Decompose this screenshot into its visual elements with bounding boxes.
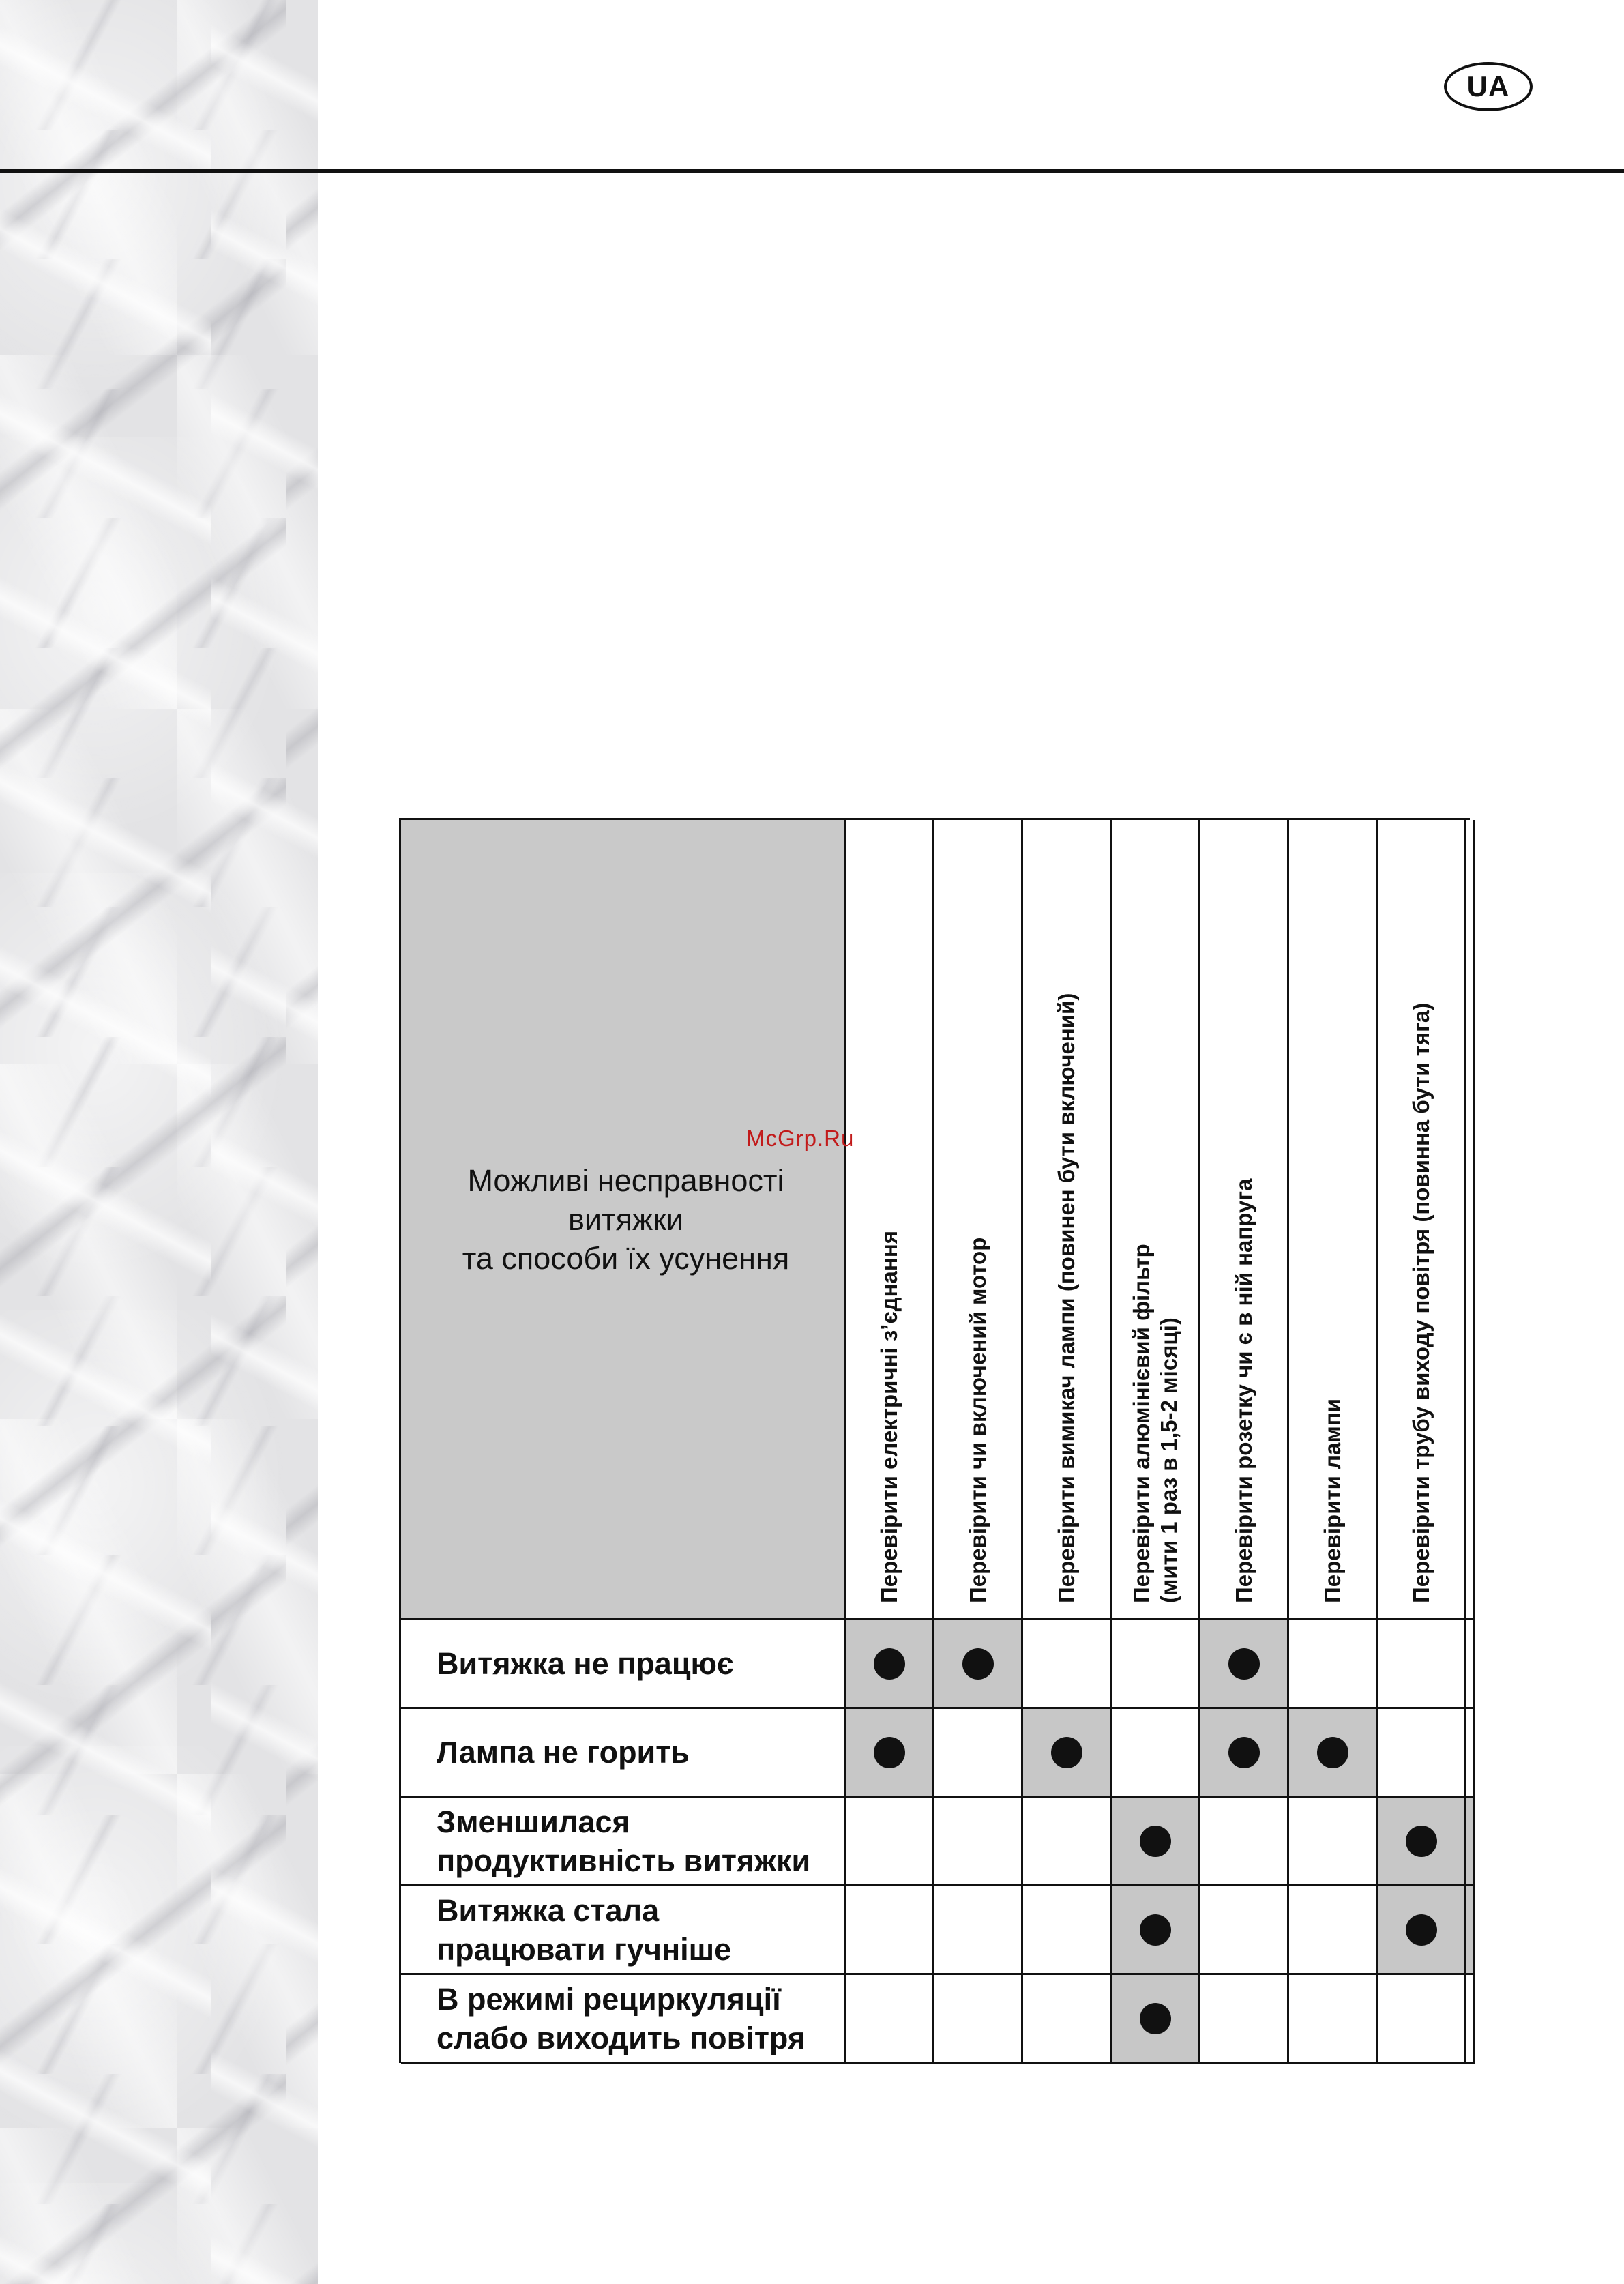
table-cell [1378, 1798, 1466, 1886]
check-dot-icon [1406, 1826, 1437, 1857]
column-header-overflow [1466, 820, 1475, 1620]
language-badge: UA [1444, 62, 1533, 111]
table-cell [934, 1975, 1023, 2064]
check-dot-icon [1228, 1737, 1260, 1768]
column-header-7 [1378, 820, 1466, 1620]
table-cell [1200, 1709, 1289, 1798]
column-header-1 [846, 820, 934, 1620]
table-cell-overflow [1466, 1798, 1475, 1886]
header-rule [0, 169, 1624, 173]
table-cell [846, 1886, 934, 1975]
table-cell [1289, 1798, 1378, 1886]
table-cell [934, 1620, 1023, 1709]
check-dot-icon [1140, 1914, 1171, 1946]
table-cell [1200, 1620, 1289, 1709]
check-dot-icon [1051, 1737, 1082, 1768]
table-cell [846, 1975, 934, 2064]
table-cell [1378, 1709, 1466, 1798]
row-label-cell [401, 1620, 846, 1709]
table-cell [1378, 1975, 1466, 2064]
table-title-cell [401, 820, 846, 1620]
column-header-5 [1200, 820, 1289, 1620]
table-cell [1023, 1798, 1112, 1886]
table-cell [1378, 1886, 1466, 1975]
check-dot-icon [1140, 1826, 1171, 1857]
table-cell-overflow [1466, 1975, 1475, 2064]
row-label: Зменшилася продуктивність витяжки [437, 1804, 811, 1878]
table-cell [934, 1798, 1023, 1886]
table-cell-overflow [1466, 1709, 1475, 1798]
table-cell [846, 1709, 934, 1798]
column-header-label: Перевірити чи включений мотор [964, 1237, 990, 1603]
table-cell [846, 1798, 934, 1886]
row-label-cell [401, 1709, 846, 1798]
column-header-3 [1023, 820, 1112, 1620]
table-cell [1289, 1975, 1378, 2064]
check-dot-icon [1317, 1737, 1348, 1768]
table-cell [1023, 1620, 1112, 1709]
check-dot-icon [874, 1648, 905, 1680]
column-header-4 [1112, 820, 1200, 1620]
row-label: Витяжка стала працювати гучніше [437, 1892, 732, 1967]
table-cell [846, 1620, 934, 1709]
check-dot-icon [962, 1648, 994, 1680]
row-label: В режимі рециркуляції слабо виходить повітря [437, 1981, 806, 2055]
marble-sidebar-decoration [0, 0, 318, 2284]
column-header-6 [1289, 820, 1378, 1620]
table-cell [1112, 1798, 1200, 1886]
column-header-label: Перевірити електричні з’єднання [876, 1230, 902, 1603]
table-cell [1378, 1620, 1466, 1709]
table-cell [1112, 1709, 1200, 1798]
row-label-cell [401, 1798, 846, 1886]
table-cell [1023, 1886, 1112, 1975]
table-cell [1023, 1709, 1112, 1798]
check-dot-icon [1140, 2003, 1171, 2034]
table-cell [1289, 1620, 1378, 1709]
column-header-label: Перевірити розетку чи є в ній напруга [1230, 1178, 1256, 1603]
column-header-label: Перевірити алюмінієвий фільтр (мити 1 раз в 1,5-2 місяці) [1128, 1244, 1181, 1603]
table-cell [1200, 1798, 1289, 1886]
table-cell [1023, 1975, 1112, 2064]
table-cell-overflow [1466, 1620, 1475, 1709]
row-label: Лампа не горить [437, 1735, 690, 1770]
table-cell [1112, 1975, 1200, 2064]
column-header-2 [934, 820, 1023, 1620]
table-cell [934, 1709, 1023, 1798]
table-cell [934, 1886, 1023, 1975]
table-cell [1200, 1975, 1289, 2064]
column-header-label: Перевірити лампи [1319, 1398, 1345, 1603]
column-header-label: Перевірити вимикач лампи (повинен бути включений) [1053, 993, 1079, 1603]
table-cell [1112, 1620, 1200, 1709]
column-header-label: Перевірити трубу виходу повітря (повинна бути тяга) [1408, 1002, 1434, 1603]
check-dot-icon [1228, 1648, 1260, 1680]
troubleshooting-table [399, 818, 1470, 2063]
watermark: McGrp.Ru [746, 1126, 855, 1151]
row-label: Витяжка не працює [437, 1646, 734, 1681]
table-title: Можливі несправності витяжки та способи їх усунення [462, 1162, 790, 1276]
table-cell [1200, 1886, 1289, 1975]
check-dot-icon [1406, 1914, 1437, 1946]
table-cell-overflow [1466, 1886, 1475, 1975]
row-label-cell [401, 1975, 846, 2064]
check-dot-icon [874, 1737, 905, 1768]
table-cell [1112, 1886, 1200, 1975]
table-cell [1289, 1886, 1378, 1975]
table-cell [1289, 1709, 1378, 1798]
row-label-cell [401, 1886, 846, 1975]
